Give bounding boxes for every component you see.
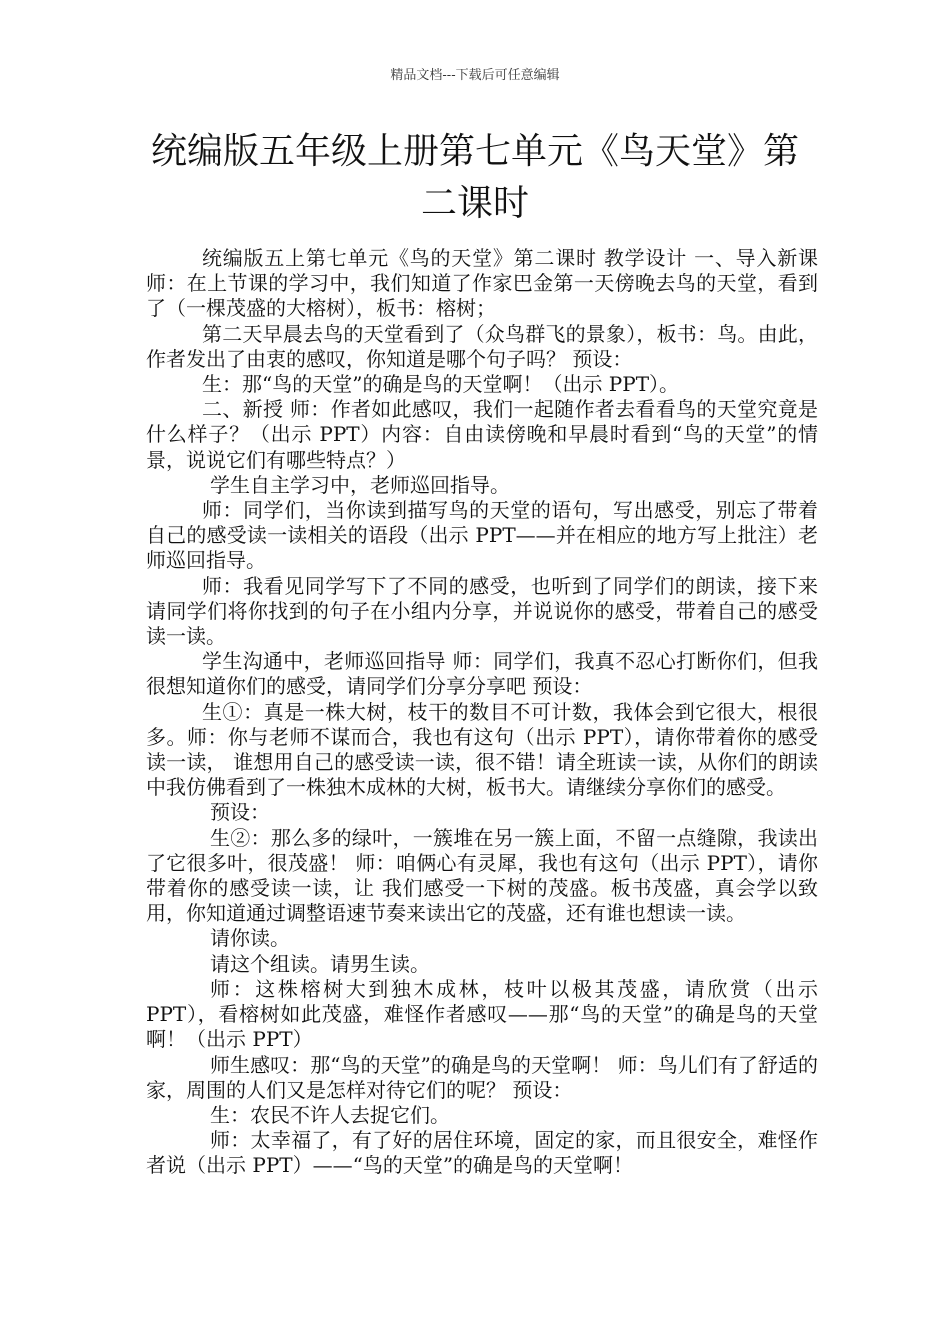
paragraph: 第二天早晨去鸟的天堂看到了（众鸟群飞的景象），板书：鸟。由此，作者发出了由衷的感叹，你知道是哪个句子吗？ 预设： (146, 321, 818, 371)
paragraph: 师：我看见同学写下了不同的感受，也听到了同学们的朗读，接下来请同学们将你找到的句子在小组内分享，并说说你的感受，带着自己的感受读一读。 (146, 573, 818, 649)
paragraph: 师生感叹：那“鸟的天堂”的确是鸟的天堂啊！ 师：鸟儿们有了舒适的家，周围的人们又是怎样对待它们的呢？ 预设： (146, 1052, 818, 1102)
paragraph: 请你读。 (210, 926, 290, 951)
paragraph: 生：那“鸟的天堂”的确是鸟的天堂啊！（出示 PPT）。 (202, 372, 680, 397)
paragraph: 二、新授 师：作者如此感叹，我们一起随作者去看看鸟的天堂究竟是什么样子？（出示 PPT）内容：自由读傍晚和早晨时看到“鸟的天堂”的情景，说说它们有哪些特点？） (146, 397, 818, 472)
paragraph: 学生自主学习中，老师巡回指导。 (210, 472, 510, 497)
header-note: 精品文档---下载后可任意编辑 (390, 68, 560, 83)
paragraph: 预设： (210, 800, 270, 825)
paragraph: 生①：真是一株大树，枝干的数目不可计数，我体会到它很大，根很多。师：你与老师不谋而合，我也有这句（出示 PPT），请你带着你的感受读一读， 谁想用自己的感受读一读，很不错！请全班读一读，从你们的朗读中我仿佛看到了一株独木成林的大树，板书大。请继续分享你们的感受。 (146, 699, 818, 800)
paragraph: 师：同学们，当你读到描写鸟的天堂的语句，写出感受，别忘了带着自己的感受读一读相关的语段（出示 PPT——并在相应的地方写上批注）老师巡回指导。 (146, 498, 818, 573)
paragraph: 请这个组读。请男生读。 (210, 951, 430, 976)
paragraph: 学生沟通中，老师巡回指导 师：同学们，我真不忍心打断你们，但我很想知道你们的感受，请同学们分享分享吧 预设： (146, 649, 818, 699)
document-body (146, 246, 818, 1179)
paragraph: 师：太幸福了，有了好的居住环境，固定的家，而且很安全，难怪作者说（出示 PPT）——“鸟的天堂”的确是鸟的天堂啊！ (146, 1128, 818, 1178)
paragraph: 生：农民不许人去捉它们。 (210, 1102, 450, 1127)
document-title: 统编版五年级上册第七单元《鸟天堂》第二课时 (150, 131, 799, 224)
paragraph: 统编版五上第七单元《鸟的天堂》第二课时 教学设计 一、导入新课 师：在上节课的学习中，我们知道了作家巴金第一天傍晚去鸟的天堂，看到了（一棵茂盛的大榕树），板书：榕树； (146, 246, 818, 321)
paragraph: 生②：那么多的绿叶，一簇堆在另一簇上面，不留一点缝隙，我读出了它很多叶，很茂盛！ 师：咱俩心有灵犀，我也有这句（出示 PPT），请你带着你的感受读一读，让 我们感受一下树的茂盛。板书茂盛，真会学以致用，你知道通过调整语速节奏来读出它的茂盛，还有谁也想读一读。 (146, 825, 818, 926)
paragraph: 师：这株榕树大到独木成林，枝叶以极其茂盛，请欣赏（出示 PPT），看榕树如此茂盛，难怪作者感叹——那“鸟的天堂”的确是鸟的天堂啊！（出示 PPT） (146, 976, 818, 1052)
